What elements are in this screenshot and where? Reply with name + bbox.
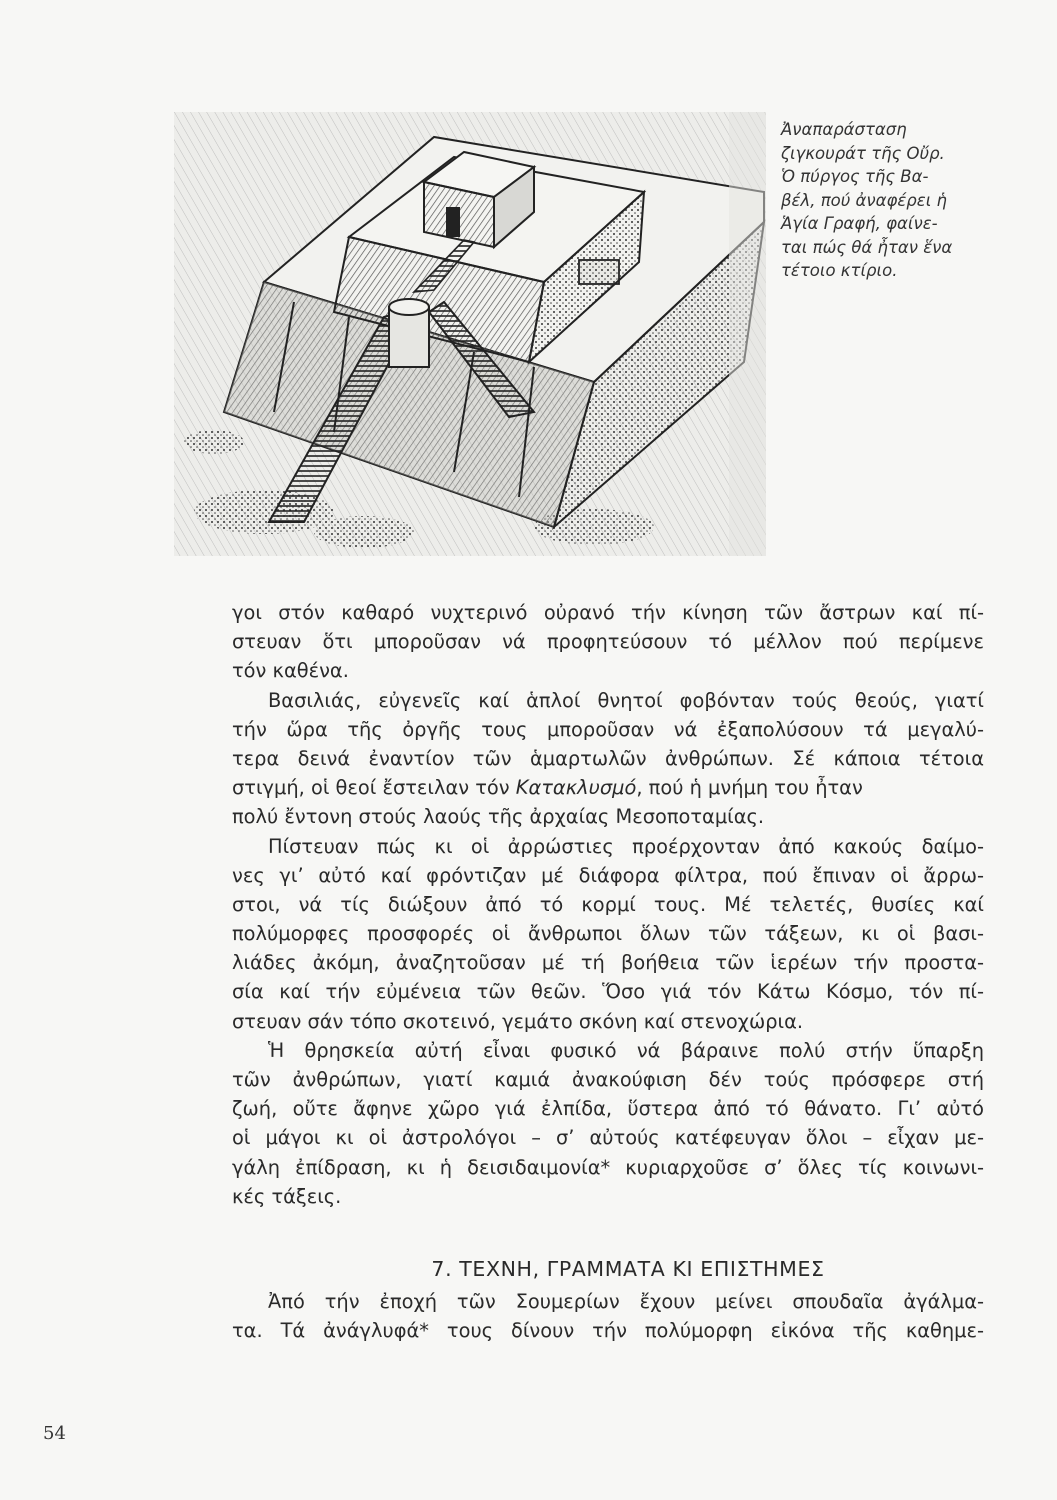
paragraph-4 <box>232 1036 984 1211</box>
text-line: τα. Τά ἀνάγλυφά* τους δίνουν τήν πολύμορφη εἰκόνα τῆς καθημε- <box>232 1319 984 1343</box>
text-line: πολύμορφες προσφορές οἱ ἄνθρωποι ὅλων τῶν τάξεων, κι οἱ βασι- <box>232 922 984 946</box>
text-line: γοι στόν καθαρό νυχτερινό οὐρανό τήν κίνηση τῶν ἄστρων καί πί- <box>232 601 984 624</box>
text-line: τόν καθένα. <box>232 659 349 683</box>
text-line: στευαν σάν τόπο σκοτεινό, γεμάτο σκόνη καί στενοχώρια. <box>232 1009 804 1033</box>
text-line: ζωή, οὔτε ἄφηνε χῶρο γιά ἐλπίδα, ὕστερα ἀπό τό θάνατο. Γι’ αὐτό <box>232 1097 984 1121</box>
paragraph-3 <box>232 832 984 1036</box>
text-line: στοι, νά τίς διώξουν ἀπό τό κορμί τους. Μέ τελετές, θυσίες καί <box>232 892 984 916</box>
text-line: Βασιλιάς, εὐγενεῖς καί ἁπλοί θνητοί φοβόνταν τούς θεούς, γιατί <box>268 688 984 712</box>
text-line: νες γι’ αὐτό καί φρόντιζαν μέ διάφορα φίλτρα, πού ἔπιναν οἱ ἄρρω- <box>232 863 984 887</box>
text-line: λιάδες ἀκόμη, ἀναζητοῦσαν μέ τή βοήθεια τῶν ἱερέων τήν προστα- <box>232 951 984 975</box>
body-text <box>232 598 984 1345</box>
text-line-with-italic <box>232 773 984 802</box>
section-paragraph <box>232 1287 984 1345</box>
text-line: γάλη ἐπίδραση, κι ἡ δεισιδαιμονία* κυριαρχοῦσε σ’ ὅλες τίς κοινωνι- <box>232 1155 984 1179</box>
caption-line: τέτοιο κτίριο. <box>781 261 898 280</box>
text-line: κές τάξεις. <box>232 1184 342 1208</box>
ziggurat-illustration <box>174 112 766 556</box>
text-line: σία καί τήν εὐμένεια τῶν θεῶν. Ὅσο γιά τόν Κάτω Κόσμο, τόν πί- <box>232 980 984 1004</box>
page-number: 54 <box>43 1423 66 1444</box>
text-line: στευαν ὅτι μποροῦσαν νά προφητεύσουν τό μέλλον πού περίμενε <box>232 630 984 654</box>
caption-line: Ὁ πύργος τῆς Βα- <box>781 167 929 186</box>
text-segment: , πού ἡ μνήμη του ἦταν <box>636 776 863 800</box>
caption-line: ται πώς θά ἦταν ἕνα <box>781 237 953 257</box>
text-segment: στιγμή, οἱ θεοί ἔστειλαν τόν <box>232 776 516 800</box>
caption-line: Ἁγία Γραφή, φαίνε- <box>781 214 938 233</box>
text-line: Πίστευαν πώς κι οἱ ἀρρώστιες προέρχονταν ἀπό κακούς δαίμο- <box>268 834 984 858</box>
text-line: οἱ μάγοι κι οἱ ἀστρολόγοι – σ’ αὐτούς κατέφευγαν ὅλοι – εἶχαν με- <box>232 1126 984 1150</box>
caption-line: ζιγκουράτ τῆς Οὔρ. <box>781 143 945 163</box>
caption-line: βέλ, πού ἀναφέρει ἡ <box>781 190 947 210</box>
paragraph-2 <box>232 686 984 832</box>
text-line: Ἀπό τήν ἐποχή τῶν Σουμερίων ἔχουν μείνει σπουδαῖα ἀγάλμα- <box>268 1289 984 1313</box>
caption-line: Ἀναπαράσταση <box>781 120 907 139</box>
paragraph-1 <box>232 598 984 686</box>
text-line: Ἡ θρησκεία αὐτή εἶναι φυσικό νά βάραινε πολύ στήν ὕπαρξη <box>268 1038 984 1062</box>
text-line: πολύ ἔντονη στούς λαούς τῆς ἀρχαίας Μεσοποταμίας. <box>232 805 765 829</box>
text-line: τήν ὥρα τῆς ὀργῆς τους μποροῦσαν νά ἐξαπολύσουν τά μεγαλύ- <box>232 717 984 741</box>
figure-caption <box>781 118 1011 283</box>
ziggurat-drawing <box>174 112 766 556</box>
text-line: τερα δεινά ἐναντίον τῶν ἁμαρτωλῶν ἀνθρώπων. Σέ κάποια τέτοια <box>232 746 984 770</box>
section-heading: 7. ΤΕΧΝΗ, ΓΡΑΜΜΑΤΑ ΚΙ ΕΠΙΣΤΗΜΕΣ <box>431 1256 825 1281</box>
italic-term: Κατακλυσμό <box>515 776 637 800</box>
text-line: τῶν ἀνθρώπων, γιατί καμιά ἀνακούφιση δέν τούς πρόσφερε στή <box>232 1068 984 1091</box>
